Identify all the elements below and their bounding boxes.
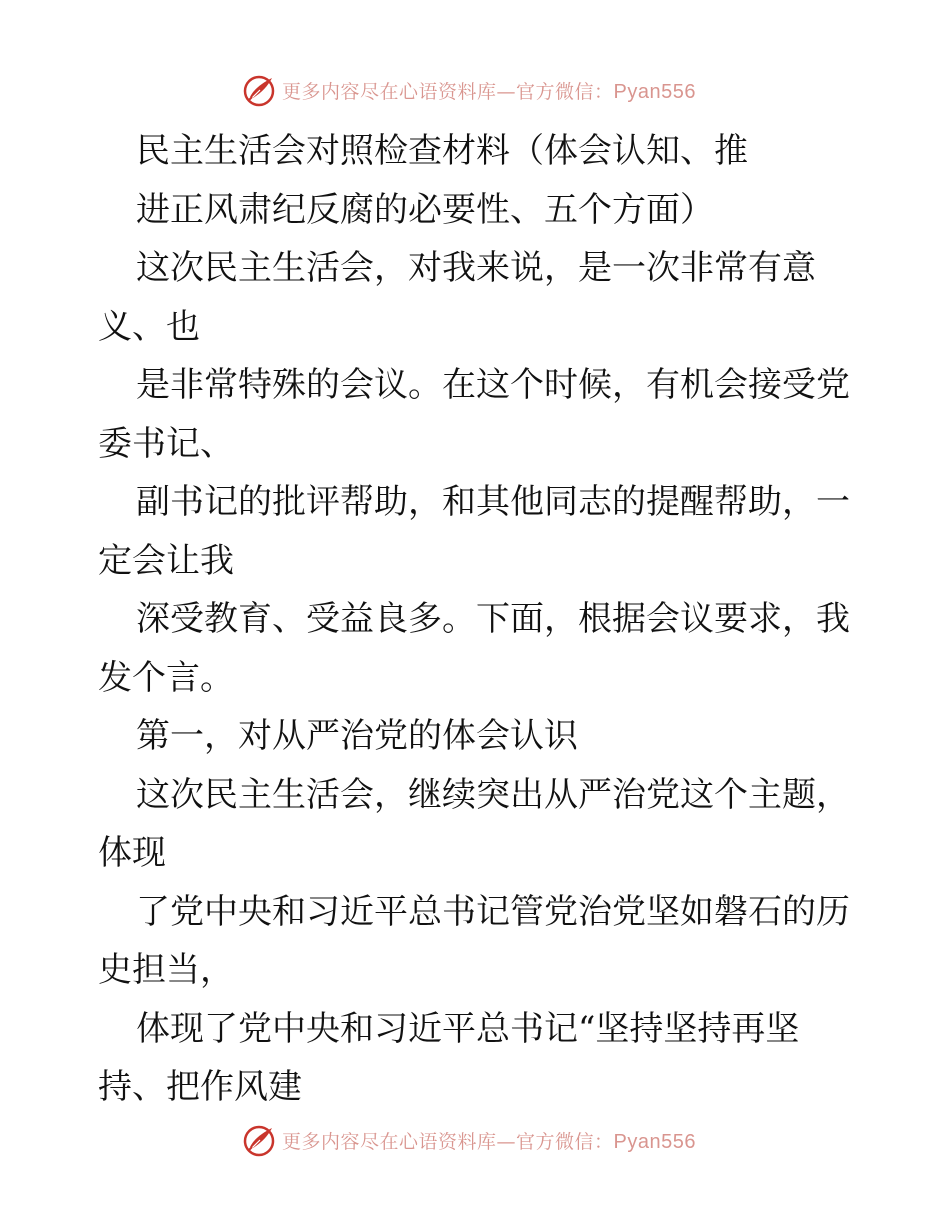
paragraph-line: 这次民主生活会，对我来说，是一次非常有意 [136, 248, 816, 288]
document-title-line: 进正风肃纪反腐的必要性、五个方面） [136, 189, 714, 230]
paragraph-line: 义、也 [98, 306, 200, 347]
document-body [98, 122, 858, 1117]
quill-pen-logo-icon [242, 1123, 276, 1157]
paragraph-line: 了党中央和习近平总书记管党治党坚如磐石的历 [136, 891, 850, 932]
page-footer [0, 1120, 950, 1160]
footer-brand-text: 更多内容尽在心语资料库—官方微信：Pyan556 [282, 1130, 696, 1153]
header-brand [242, 73, 696, 107]
paragraph-line: 体现了党中央和习近平总书记“坚持坚持再坚 [136, 1008, 800, 1049]
document-title-line: 民主生活会对照检查材料（体会认知、推 [136, 131, 748, 171]
paragraph-line: 深受教育、受益良多。下面，根据会议要求，我 [136, 599, 850, 639]
header-brand-text: 更多内容尽在心语资料库—官方微信：Pyan556 [282, 80, 696, 103]
paragraph-line: 这次民主生活会，继续突出从严治党这个主题， [136, 774, 850, 815]
paragraph-line: 委书记、 [98, 423, 234, 464]
quill-pen-logo-icon [242, 73, 276, 107]
section-heading: 第一，对从严治党的体会认识 [136, 716, 578, 756]
page-header [0, 70, 950, 110]
paragraph-line: 发个言。 [98, 657, 234, 698]
paragraph-line: 史担当， [98, 950, 234, 990]
paragraph-line: 副书记的批评帮助，和其他同志的提醒帮助，一 [136, 482, 850, 522]
paragraph-line: 持、把作风建 [98, 1067, 302, 1107]
footer-brand [242, 1123, 696, 1157]
paragraph-line: 体现 [98, 833, 166, 873]
paragraph-line: 定会让我 [98, 540, 234, 581]
paragraph-line: 是非常特殊的会议。在这个时候，有机会接受党 [136, 365, 850, 405]
